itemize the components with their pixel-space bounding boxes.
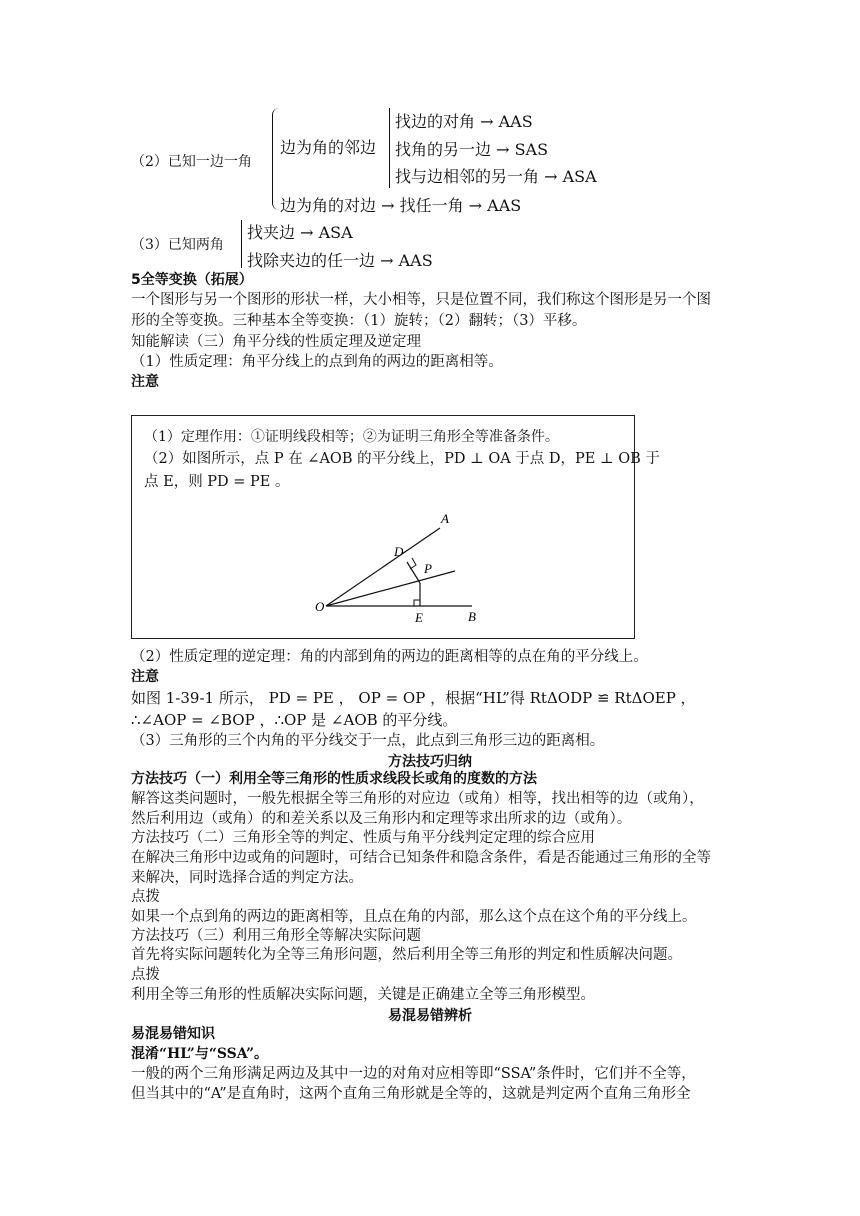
- box-line-2: （2）如图所示，点 P 在 ∠AOB 的平分线上，PD ⊥ OA 于点 D，PE ⊥ OB 于: [144, 451, 660, 467]
- tree2-label: （2）已知一边一角: [131, 154, 252, 170]
- sec5-title: 5全等变换（拓展）: [131, 272, 253, 288]
- label-b: B: [468, 609, 476, 624]
- tree2-adj-item-1: 找边的对角 → AAS: [395, 112, 533, 131]
- box-line-3: 点 E，则 PD = PE 。: [144, 474, 290, 490]
- methods-heading: 方法技巧归纳: [388, 754, 472, 770]
- tip-2-text: 利用全等三角形的性质解决实际问题，关键是正确建立全等三角形模型。: [131, 987, 595, 1003]
- label-p: P: [424, 561, 432, 576]
- sec5-p2: 形的全等变换。三种基本全等变换：（1）旋转；（2）翻转；（3）平移。: [131, 313, 587, 329]
- label-e: E: [415, 610, 423, 625]
- box-line-1: （1）定理作用：①证明线段相等；②为证明三角形全等准备条件。: [144, 429, 559, 445]
- label-o: O: [315, 599, 325, 614]
- note-box: [131, 415, 660, 639]
- ray-op: [326, 571, 455, 606]
- tree2-adj-item-3: 找与边相邻的另一角 → ASA: [395, 167, 597, 186]
- note-heading-2: 注意: [131, 669, 159, 685]
- method-1-p2: 然后利用边（或角）的和差关系以及三角形内和定理等求出所求的边（或角）。: [131, 811, 632, 827]
- tip-heading-2: 点拨: [131, 967, 160, 983]
- converse-theorem: （2）性质定理的逆定理：角的内部到角的两边的距离相等的点在角的平分线上。: [131, 649, 648, 665]
- tree2-adj-item-2: 找角的另一边 → SAS: [395, 140, 549, 159]
- note-heading-1: 注意: [131, 374, 159, 390]
- mistakes-heading: 易混易错辨析: [388, 1008, 472, 1024]
- tip-1-text: 如果一个点到角的两边的距离相等，且点在角的内部，那么这个点在这个角的平分线上。: [131, 909, 697, 925]
- tree2-adj-label: 边为角的邻边: [280, 138, 377, 157]
- mistakes-title: 混淆“HL”与“SSA”。: [131, 1046, 269, 1062]
- method-2-title: 方法技巧（二）三角形全等的判定、性质与角平分线判定定理的综合应用: [131, 830, 595, 846]
- method-3-p1: 首先将实际问题转化为全等三角形问题，然后利用全等三角形的判定和性质解决问题。: [131, 947, 682, 963]
- mistakes-p2: 但当其中的“A”是直角时，这两个直角三角形就是全等的，这就是判定两个直角三角形全: [131, 1086, 691, 1102]
- tree2-opp: 边为角的对边 → 找任一角 → AAS: [280, 196, 522, 215]
- segment-pd: [407, 562, 420, 583]
- ray-oa: [326, 528, 440, 606]
- angle-bisector-figure: [132, 416, 634, 638]
- incenter-property: （3）三角形的三个内角的平分线交于一点，此点到三角形三边的距离相。: [131, 733, 605, 749]
- tree2-brace: [272, 108, 279, 210]
- method-1-p1: 解答这类问题时，一般先根据全等三角形的对应边（或角）相等，找出相等的边（或角），: [131, 791, 704, 807]
- label-a: A: [441, 511, 449, 526]
- method-3-title: 方法技巧（三）利用三角形全等解决实际问题: [131, 928, 421, 944]
- tree3-item-2: 找除夹边的任一边 → AAS: [247, 251, 433, 270]
- method-2-p2: 来解决，同时选择合适的判定方法。: [131, 870, 363, 886]
- sec5-p1: 一个图形与另一个图形的形状一样，大小相等，只是位置不同，我们称这个图形是另一个图: [131, 292, 711, 308]
- right-angle-mark-e: [414, 600, 420, 606]
- method-2-p1: 在解决三角形中边或角的问题时，可结合已知条件和隐含条件，看是否能通过三角形的全等: [131, 850, 711, 866]
- proof-line-1: 如图 1-39-1 所示， PD = PE ， OP = OP ，根据“HL”得 RtΔODP ≌ RtΔOEP ，: [131, 689, 696, 707]
- mistakes-p1: 一般的两个三角形满足两边及其中一边的对角对应相等即“SSA”条件时，它们并不全等，: [131, 1066, 696, 1082]
- label-d: D: [394, 544, 404, 559]
- proof-line-2: ∴∠AOP = ∠BOP ，∴OP 是 ∠AOB 的平分线。: [131, 711, 458, 729]
- sec5-p3: 知能解读（三）角平分线的性质定理及逆定理: [131, 334, 421, 350]
- tree3-label: （3）已知两角: [131, 237, 224, 253]
- sec5-p4: （1）性质定理：角平分线上的点到角的两边的距离相等。: [131, 354, 503, 370]
- method-1-title: 方法技巧（一）利用全等三角形的性质求线段长或角的度数的方法: [131, 771, 537, 787]
- tip-heading-1: 点拨: [131, 889, 160, 905]
- mistakes-subheading: 易混易错知识: [131, 1026, 215, 1042]
- tree3-item-1: 找夹边 → ASA: [247, 223, 353, 242]
